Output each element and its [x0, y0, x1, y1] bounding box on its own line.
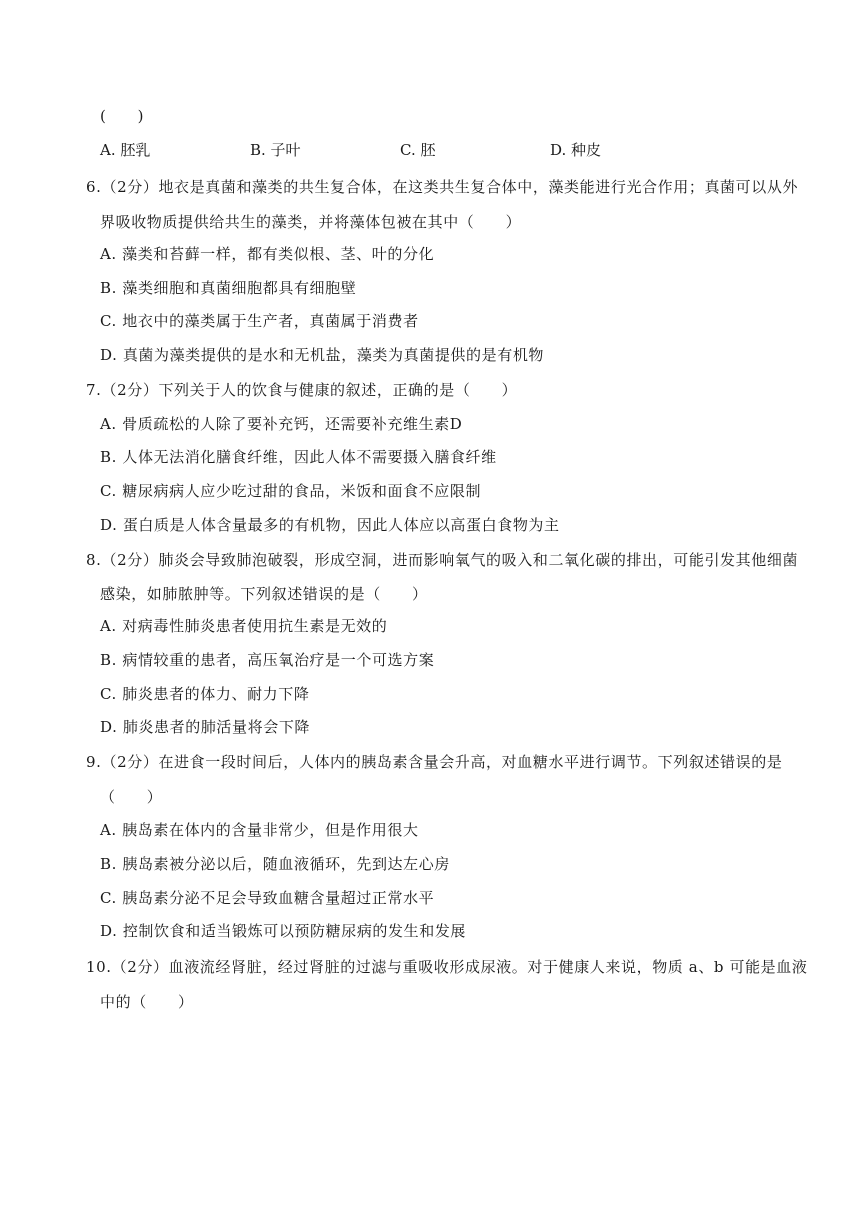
q5-option-d: D. 种皮	[550, 141, 602, 159]
q9-stem-line1: 9.（2分）在进食一段时间后，人体内的胰岛素含量会升高，对血糖水平进行调节。下列叙述错误的是	[86, 753, 783, 771]
q10-stem-line1: 10.（2分）血液流经肾脏，经过肾脏的过滤与重吸收形成尿液。对于健康人来说，物质 a、b 可能是血液	[86, 958, 808, 976]
q7-option-b: B. 人体无法消化膳食纤维，因此人体不需要摄入膳食纤维	[100, 448, 497, 466]
q5-answer-paren: ( )	[100, 107, 145, 125]
q5-option-b: B. 子叶	[250, 141, 301, 159]
q7-stem-line1: 7.（2分）下列关于人的饮食与健康的叙述，正确的是（ ）	[86, 381, 518, 399]
q7-option-a: A. 骨质疏松的人除了要补充钙，还需要补充维生素D	[100, 415, 463, 433]
q6-stem-line1: 6.（2分）地衣是真菌和藻类的共生复合体，在这类共生复合体中，藻类能进行光合作用；真菌可以从外	[86, 178, 799, 196]
q10-stem-line2: 中的（ ）	[100, 993, 194, 1011]
q7-option-c: C. 糖尿病病人应少吃过甜的食品，米饭和面食不应限制	[100, 482, 482, 500]
q7-option-d: D. 蛋白质是人体含量最多的有机物，因此人体应以高蛋白食物为主	[100, 516, 560, 534]
q8-option-a: A. 对病毒性肺炎患者使用抗生素是无效的	[100, 617, 388, 635]
q5-options-row	[100, 140, 800, 160]
q9-option-b: B. 胰岛素被分泌以后，随血液循环，先到达左心房	[100, 855, 450, 873]
q6-option-d: D. 真菌为藻类提供的是水和无机盐，藻类为真菌提供的是有机物	[100, 346, 545, 364]
q8-stem-line1: 8.（2分）肺炎会导致肺泡破裂，形成空洞，进而影响氧气的吸入和二氧化碳的排出，可能引发其他细菌	[86, 551, 799, 569]
q6-option-b: B. 藻类细胞和真菌细胞都具有细胞壁	[100, 279, 357, 297]
q6-option-a: A. 藻类和苔藓一样，都有类似根、茎、叶的分化	[100, 245, 435, 263]
q9-stem-line2: （ ）	[100, 788, 163, 806]
q8-option-b: B. 病情较重的患者，高压氧治疗是一个可选方案	[100, 651, 435, 669]
q8-stem-line2: 感染，如肺脓肿等。下列叙述错误的是（ ）	[100, 585, 428, 603]
q9-option-a: A. 胰岛素在体内的含量非常少，但是作用很大	[100, 821, 419, 839]
q6-option-c: C. 地衣中的藻类属于生产者，真菌属于消费者	[100, 312, 419, 330]
q5-option-a: A. 胚乳	[100, 141, 151, 159]
q5-option-c: C. 胚	[400, 141, 436, 159]
q8-option-c: C. 肺炎患者的体力、耐力下降	[100, 685, 310, 703]
q6-stem-line2: 界吸收物质提供给共生的藻类，并将藻体包被在其中（ ）	[100, 213, 522, 231]
q9-option-c: C. 胰岛素分泌不足会导致血糖含量超过正常水平	[100, 889, 435, 907]
q9-option-d: D. 控制饮食和适当锻炼可以预防糖尿病的发生和发展	[100, 922, 467, 940]
q8-option-d: D. 肺炎患者的肺活量将会下降	[100, 718, 311, 736]
